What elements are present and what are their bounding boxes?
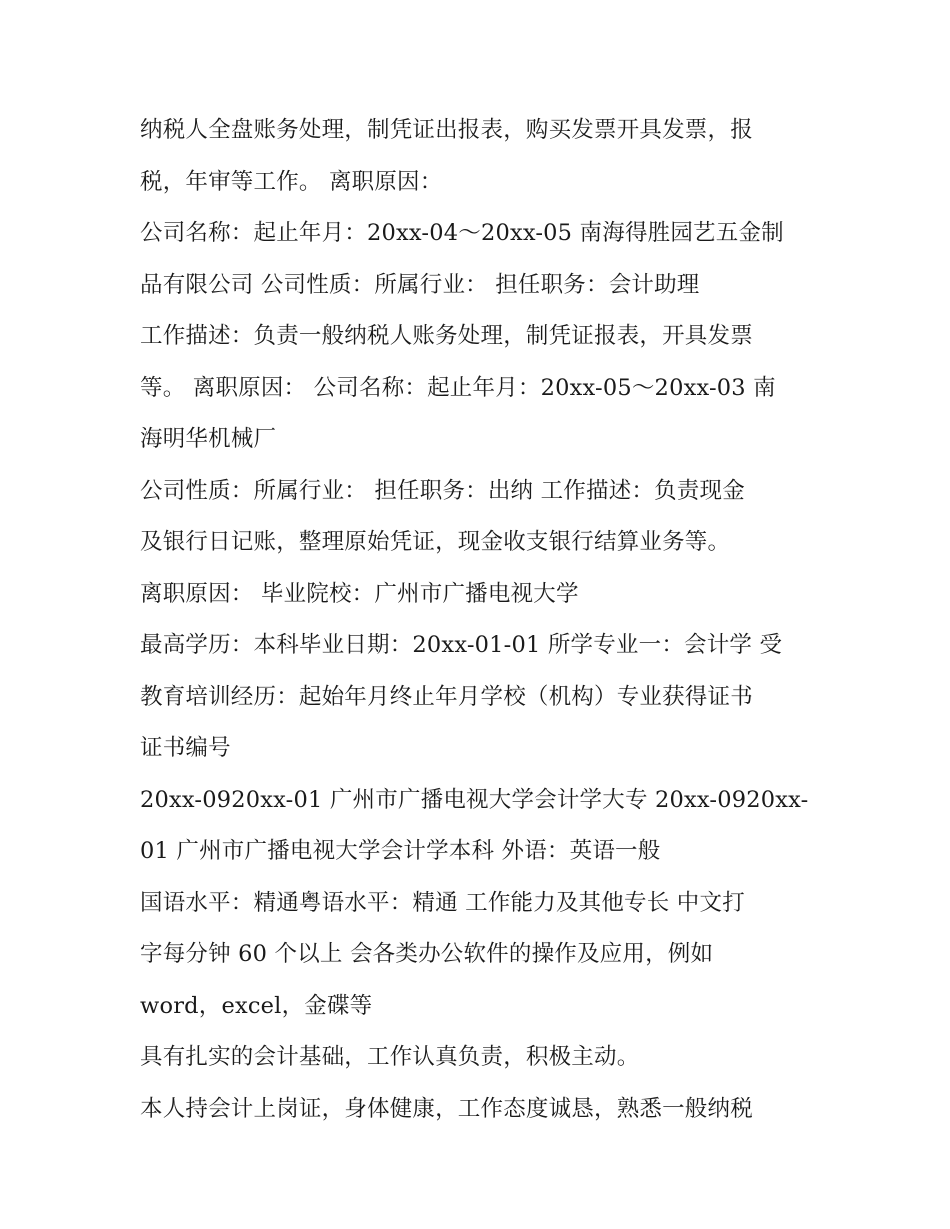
text-line-7: 海明华机械厂 (140, 426, 277, 452)
text-line-15: 01 广州市广播电视大学会计学本科 外语：英语一般 (140, 838, 661, 864)
text-line-13: 证书编号 (140, 735, 231, 761)
text-line-16: 国语水平：精通粤语水平：精通 工作能力及其他专长 中文打 (140, 889, 745, 916)
text-line-18: word，excel，金碟等 (140, 992, 373, 1019)
text-line-5: 工作描述：负责一般纳税人账务处理，制凭证报表，开具发票 (140, 323, 753, 349)
text-line-2: 税，年审等工作。 离职原因： (140, 168, 443, 195)
text-line-12: 教育培训经历：起始年月终止年月学校（机构）专业获得证书 (140, 683, 753, 710)
text-line-9: 及银行日记账，整理原始凭证，现金收支银行结算业务等。 (140, 529, 731, 555)
text-line-3: 公司名称：起止年月：20xx-04～20xx-05 南海得胜园艺五金制 (140, 220, 784, 246)
text-line-6: 等。 离职原因： 公司名称：起止年月：20xx-05～20xx-03 南 (140, 374, 776, 401)
text-line-10: 离职原因： 毕业院校：广州市广播电视大学 (140, 580, 579, 607)
resume-body-text (140, 110, 820, 1140)
text-line-1: 纳税人全盘账务处理，制凭证出报表，购买发票开具发票，报 (140, 117, 753, 143)
text-line-14: 20xx-0920xx-01 广州市广播电视大学会计学大专 20xx-0920xx- (140, 786, 809, 813)
text-line-11: 最高学历：本科毕业日期：20xx-01-01 所学专业一：会计学 受 (140, 632, 783, 658)
text-line-17: 字每分钟 60 个以上 会各类办公软件的操作及应用，例如 (140, 941, 714, 967)
text-line-19: 具有扎实的会计基础，工作认真负责，积极主动。 (140, 1044, 640, 1070)
text-line-8: 公司性质：所属行业： 担任职务：出纳 工作描述：负责现金 (140, 477, 745, 504)
text-line-4: 品有限公司 公司性质：所属行业： 担任职务：会计助理 (140, 271, 700, 298)
text-line-20: 本人持会计上岗证，身体健康，工作态度诚恳，熟悉一般纳税 (140, 1095, 753, 1122)
